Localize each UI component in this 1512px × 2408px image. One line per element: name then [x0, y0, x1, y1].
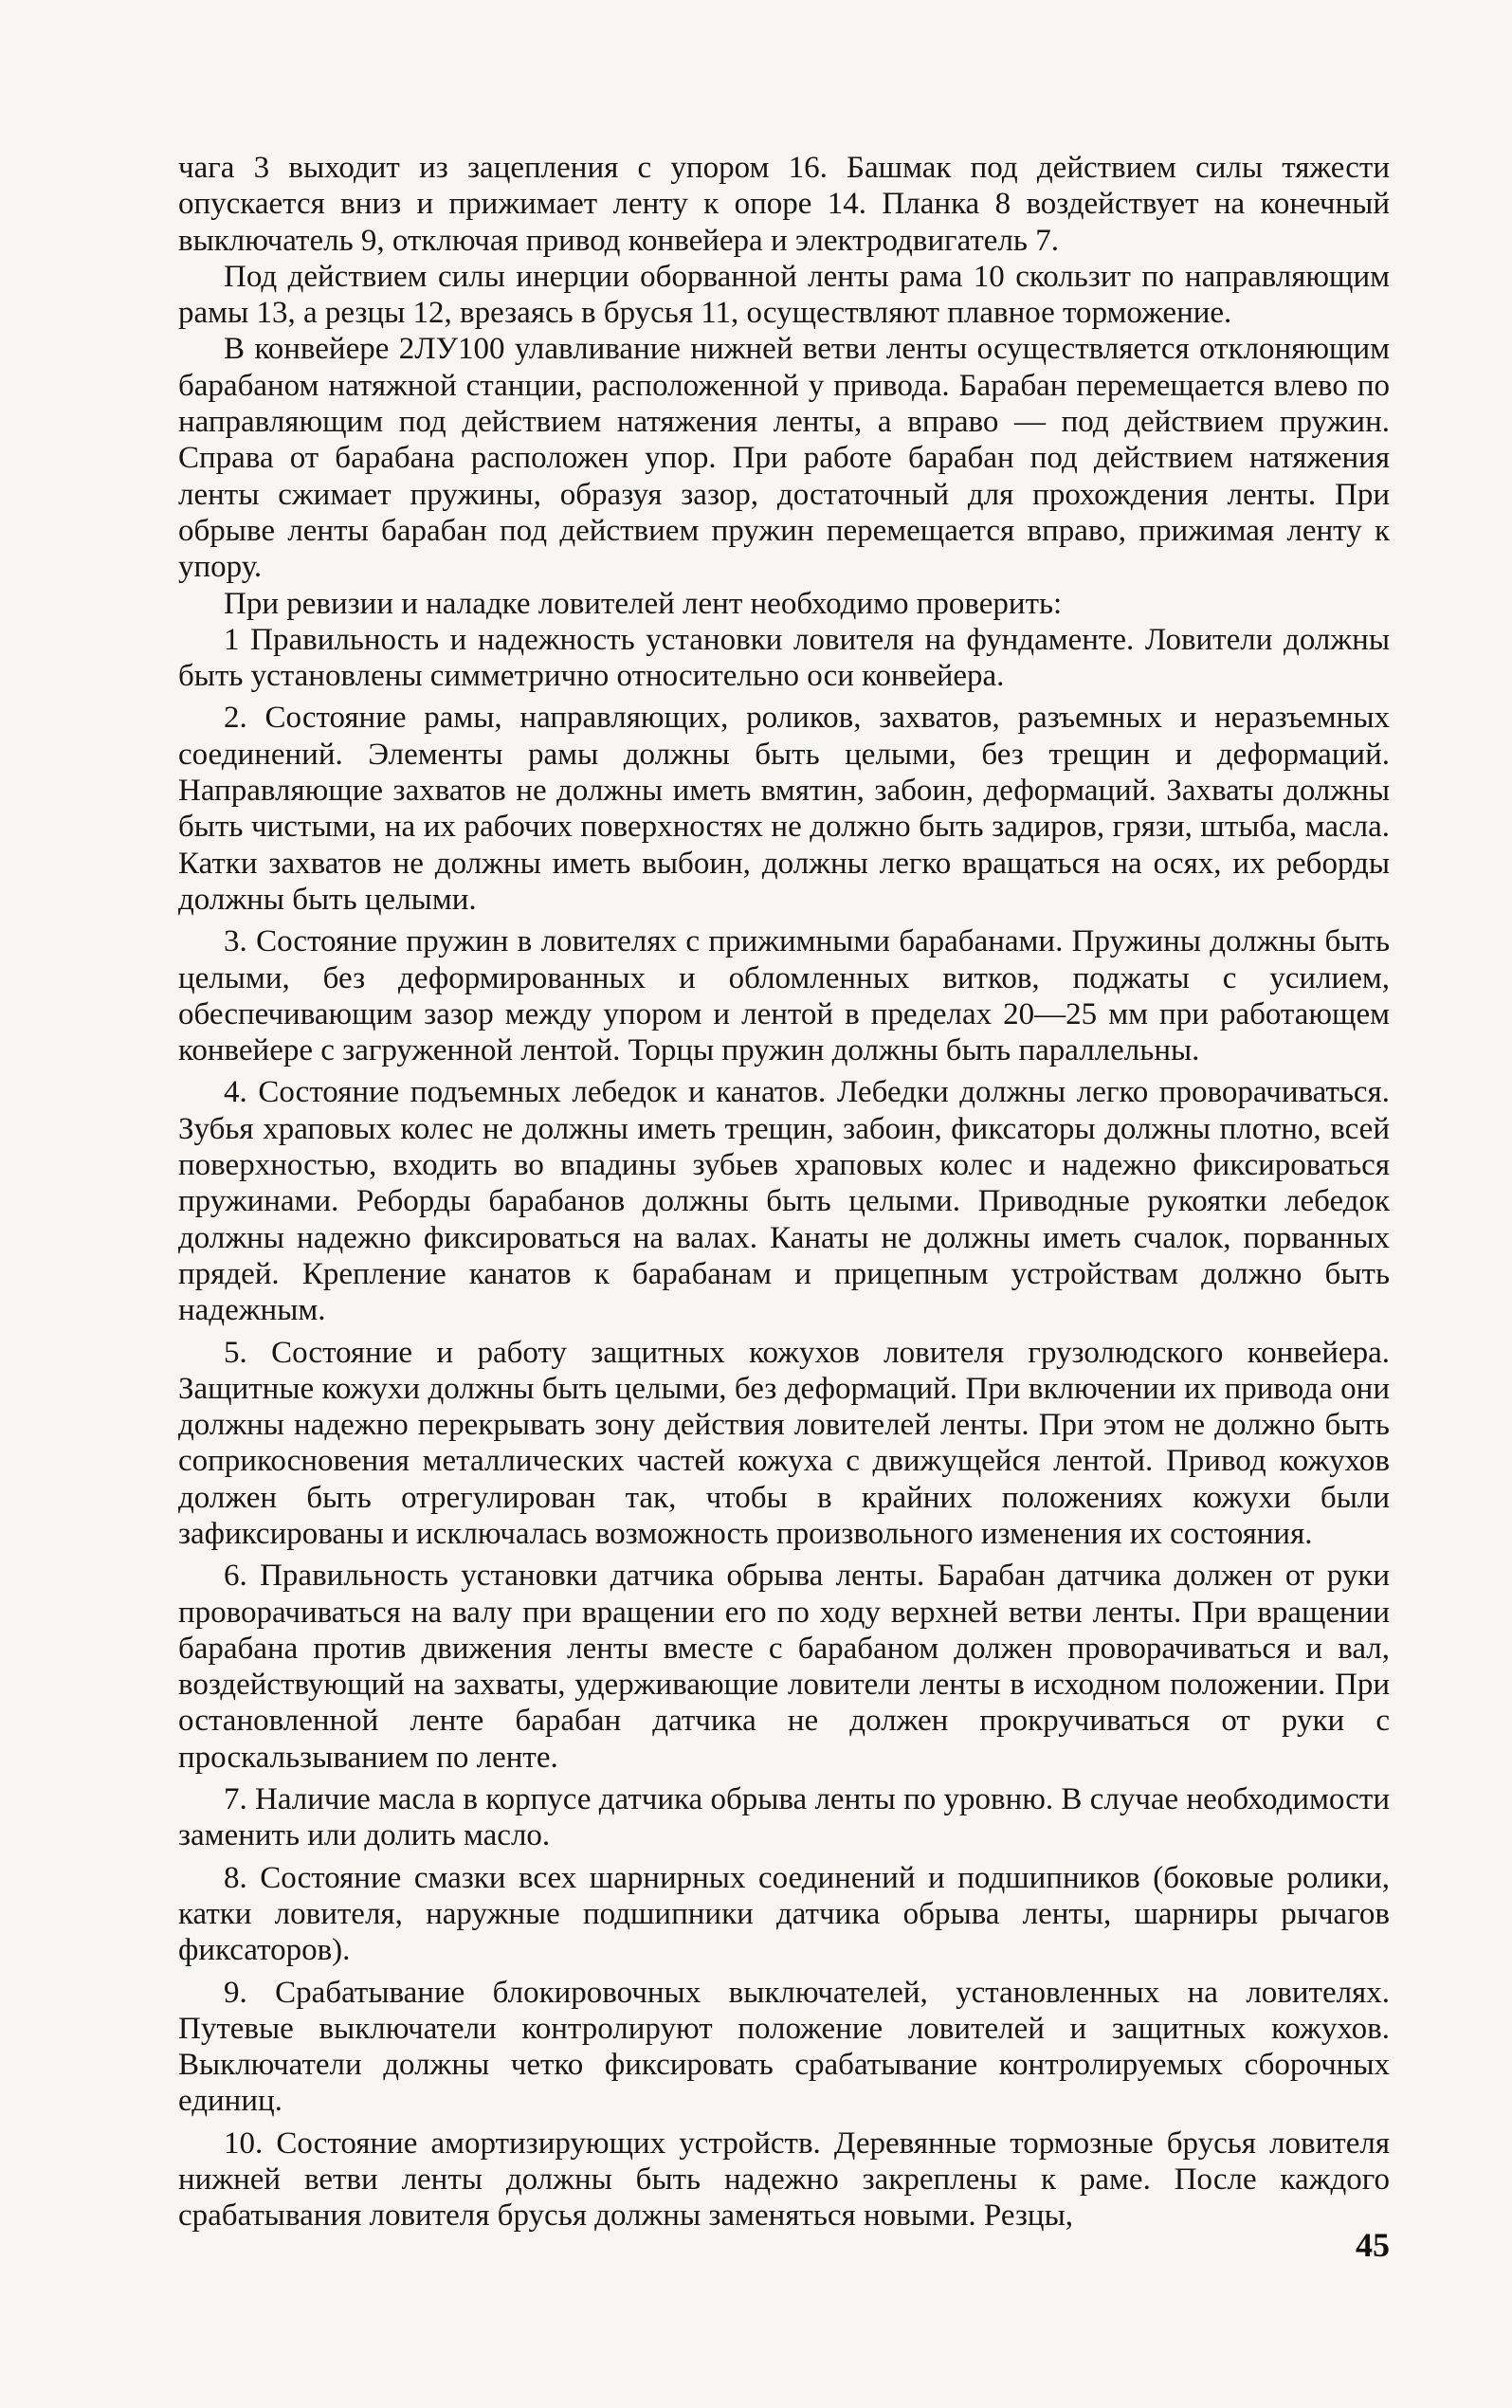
checklist-item-9: 9. Срабатывание блокировочных выключателей, установленных на ловителях. Путевые выключатели контролируют положение ловителей и защитных кожухов. Выключатели должны четко фиксировать срабатывание контролируемых сборочных единиц.	[178, 1975, 1390, 2119]
paragraph-1: чага 3 выходит из зацепления с упором 16. Башмак под действием силы тяжести опускается вниз и прижимает ленту к опоре 14. Планка 8 воздействует на конечный выключатель 9, отключая привод конвейера и электродвигатель 7.	[178, 151, 1390, 258]
checklist-item-2: 2. Состояние рамы, направляющих, роликов, захватов, разъемных и неразъемных соединений. Элементы рамы должны быть целыми, без трещин и деформаций. Направляющие захватов не должны иметь вмятин, забоин, деформаций. Захваты должны быть чистыми, на их рабочих поверхностях не должно быть задиров, грязи, штыба, масла. Катки захватов не должны иметь выбоин, должны легко вращаться на осях, их реборды должны быть целыми.	[178, 701, 1390, 917]
page-number: 45	[1356, 2226, 1390, 2264]
checklist-item-6: 6. Правильность установки датчика обрыва ленты. Барабан датчика должен от руки проворачиваться на валу при вращении его по ходу верхней ветви ленты. При вращении барабана против движения ленты вместе с барабаном должен проворачиваться и вал, воздействующий на захваты, удерживающие ловители ленты в исходном положении. При остановленной ленте барабан датчика не должен прокручиваться от руки с проскальзыванием по ленте.	[178, 1559, 1390, 1775]
checklist-item-1: 1 Правильность и надежность установки ловителя на фундаменте. Ловители должны быть установлены симметрично относительно оси конвейера.	[178, 622, 1390, 694]
checklist-item-7: 7. Наличие масла в корпусе датчика обрыва ленты по уровню. В случае необходимости заменить или долить масло.	[178, 1782, 1390, 1853]
paragraph-3: В конвейере 2ЛУ100 улавливание нижней ветви ленты осуществляется отклоняющим барабаном натяжной станции, расположенной у привода. Барабан перемещается влево по направляющим под действием натяжения ленты, а вправо — под действием пружин. Справа от барабана расположен упор. При работе барабан под действием натяжения ленты сжимает пружины, образуя зазор, достаточный для прохождения ленты. При обрыве ленты барабан под действием пружин перемещается вправо, прижимая ленту к упору.	[178, 332, 1390, 585]
checklist-item-4: 4. Состояние подъемных лебедок и канатов. Лебедки должны легко проворачиваться. Зубья храповых колес не должны иметь трещин, забоин, фиксаторы должны плотно, всей поверхностью, входить во впадины зубьев храповых колес и надежно фиксироваться пружинами. Реборды барабанов должны быть целыми. Приводные рукоятки лебедок должны надежно фиксироваться на валах. Канаты не должны иметь счалок, порванных прядей. Крепление канатов к барабанам и прицепным устройствам должно быть надежным.	[178, 1075, 1390, 1328]
checklist-item-5: 5. Состояние и работу защитных кожухов ловителя грузолюдского конвейера. Защитные кожухи должны быть целыми, без деформаций. При включении их привода они должны надежно перекрывать зону действия ловителей ленты. При этом не должно быть соприкосновения металлических частей кожуха с движущейся лентой. Привод кожухов должен быть отрегулирован так, чтобы в крайних положениях кожухи были зафиксированы и исключалась возможность произвольного изменения их состояния.	[178, 1335, 1390, 1551]
checklist-item-3: 3. Состояние пружин в ловителях с прижимными барабанами. Пружины должны быть целыми, без деформированных и обломленных витков, поджаты с усилием, обеспечивающим зазор между упором и лентой в пределах 20—25 мм при работающем конвейере с загруженной лентой. Торцы пружин должны быть параллельны.	[178, 924, 1390, 1068]
checklist-item-10: 10. Состояние амортизирующих устройств. Деревянные тормозные брусья ловителя нижней ветви ленты должны быть надежно закреплены к раме. После каждого срабатывания ловителя брусья должны заменяться новыми. Резцы,	[178, 2125, 1390, 2234]
paragraph-2: Под действием силы инерции оборванной ленты рама 10 скользит по направляющим рамы 13, а резцы 12, врезаясь в брусья 11, осуществляют плавное торможение.	[178, 259, 1390, 331]
checklist-item-8: 8. Состояние смазки всех шарнирных соединений и подшипников (боковые ролики, катки ловителя, наружные подшипники датчика обрыва ленты, шарниры рычагов фиксаторов).	[178, 1860, 1390, 1968]
document-page	[178, 150, 1390, 2273]
paragraph-4: При ревизии и наладке ловителей лент необходимо проверить:	[224, 586, 1063, 621]
